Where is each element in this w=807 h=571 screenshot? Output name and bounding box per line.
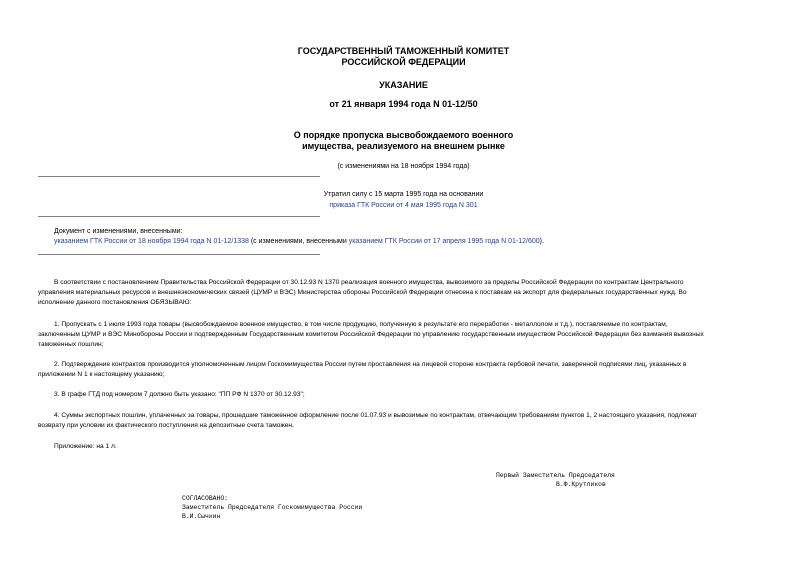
- expired-link[interactable]: приказа ГТК России от 4 мая 1995 года N 301: [329, 202, 478, 209]
- approval-name: В.И.Сычкин: [182, 513, 221, 520]
- item1-line1: 1. Пропускать с 1 июля 1993 года товары (высвобождаемое военное имущество, в том числе продукцию, полученную в результате его переработки - металлолом и т.д.), поставляемые по контрактам,: [54, 321, 668, 328]
- item1-line2: заключенным ЦУМР и ВЭС Минобороны России и подтвержденным Государственным комитетом Российской Федерации по управлению государственным имуществом Российской Федерации без взимания вывозных: [38, 331, 704, 338]
- item4-line2: возврату при условии их фактического поступления на депозитные счета таможен.: [38, 422, 294, 429]
- item2-line1: 2. Подтверждение контрактов производится уполномоченным лицом Госкомимущества России путем проставления на лицевой стороне контракта гербовой печати, заверенной подписями лиц, указанных в: [54, 361, 687, 368]
- changes-label: Документ с изменениями, внесенными:: [54, 228, 183, 235]
- approval-label: СОГЛАСОВАНО:: [182, 495, 229, 502]
- item1-line3: таможенных пошлин;: [38, 341, 104, 348]
- attachment-note: Приложение: на 1 л.: [54, 443, 117, 450]
- org-name-line1: ГОСУДАРСТВЕННЫЙ ТАМОЖЕННЫЙ КОМИТЕТ: [297, 46, 510, 56]
- item2-line2: приложении N 1 к настоящему указанию;: [38, 371, 165, 378]
- changes-link-1[interactable]: указанием ГТК России от 18 ноября 1994 года N 01-12/1338: [54, 238, 249, 245]
- item4-line1: 4. Суммы экспортных пошлин, уплаченных за товары, прошедшие таможенное оформление после 01.07.93 и вывозимые по контрактам, отвечающим требованиям пунктов 1, 2 настоящего указания, подлежат: [54, 412, 698, 419]
- doc-type: УКАЗАНИЕ: [379, 80, 428, 90]
- changes-end-text: ).: [539, 238, 544, 245]
- intro-line1: В соответствии с постановлением Правительства Российской Федерации от 30.12.93 N 1370 реализация военного имущества, вывозимого за пределы Российской Федерации по контрактам Центрального: [54, 279, 684, 286]
- changes-line: [54, 237, 544, 246]
- signer-name: В.Ф.Крутликов: [556, 481, 606, 488]
- divider: [38, 254, 320, 255]
- expired-text: Утратил силу с 15 марта 1995 года на основании: [323, 191, 484, 198]
- signer-position: Первый Заместитель Председателя: [496, 472, 615, 479]
- org-name-line2: РОССИЙСКОЙ ФЕДЕРАЦИИ: [341, 57, 466, 67]
- approval-position: Заместитель Председателя Госкомимущества России: [182, 504, 363, 511]
- doc-date-number: от 21 января 1994 года N 01-12/50: [329, 99, 478, 109]
- doc-title-line2: имущества, реализуемого на внешнем рынке: [302, 141, 505, 151]
- divider: [38, 216, 320, 217]
- amendment-note: (с изменениями на 18 ноября 1994 года): [337, 163, 470, 170]
- changes-link-2[interactable]: указанием ГТК России от 17 апреля 1995 года N 01-12/600: [348, 238, 540, 245]
- divider: [38, 176, 320, 177]
- intro-line2: управления материальных ресурсов и внешнеэкономических связей (ЦУМР и ВЭС) Министерства обороны Российской Федерации отнесена к поставкам на экспорт для федеральных государственных нужд. Во: [38, 289, 687, 296]
- intro-line3: исполнение данного постановления ОБЯЗЫВАЮ:: [38, 299, 192, 306]
- changes-mid-text: (с изменениями, внесенными: [248, 238, 349, 245]
- doc-title-line1: О порядке пропуска высвобождаемого военного: [293, 130, 514, 140]
- item3-line1: 3. В графе ГТД под номером 7 должно быть указано: "ПП РФ N 1370 от 30.12.93";: [54, 391, 305, 398]
